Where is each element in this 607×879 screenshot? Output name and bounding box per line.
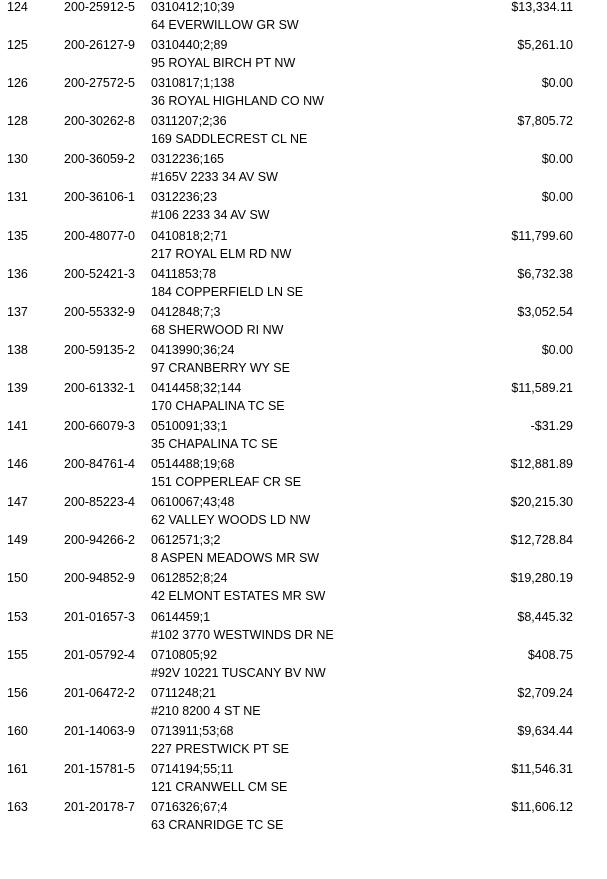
roll-number: 201-06472-2 xyxy=(64,685,135,700)
amount: $8,445.32 xyxy=(517,609,573,624)
roll-number: 200-84761-4 xyxy=(64,457,135,472)
entry-number: 161 xyxy=(7,761,28,776)
list-item xyxy=(0,762,607,800)
amount: $0.00 xyxy=(541,152,573,167)
list-item xyxy=(0,724,607,762)
list-item xyxy=(0,381,607,419)
property-address: 42 ELMONT ESTATES MR SW xyxy=(151,589,326,604)
property-address: 95 ROYAL BIRCH PT NW xyxy=(151,56,296,71)
amount: $11,799.60 xyxy=(511,228,573,243)
legal-description: 0411853;78 xyxy=(151,266,217,281)
list-item xyxy=(0,114,607,152)
amount: $20,215.30 xyxy=(510,495,573,510)
roll-number: 200-27572-5 xyxy=(64,76,135,91)
legal-description: 0714194;55;11 xyxy=(151,761,234,776)
entry-number: 137 xyxy=(7,304,28,319)
legal-description: 0610067;43;48 xyxy=(151,495,235,510)
entry-number: 128 xyxy=(7,114,28,129)
roll-number: 200-48077-0 xyxy=(64,228,135,243)
property-address: 8 ASPEN MEADOWS MR SW xyxy=(151,551,320,566)
entry-number: 160 xyxy=(7,723,28,738)
roll-number: 200-66079-3 xyxy=(64,419,135,434)
list-item xyxy=(0,76,607,114)
amount: $408.75 xyxy=(527,647,573,662)
property-address: 97 CRANBERRY WY SE xyxy=(151,360,290,375)
legal-description: 0312236;23 xyxy=(151,190,218,205)
property-address: 217 ROYAL ELM RD NW xyxy=(151,246,292,261)
list-item xyxy=(0,686,607,724)
entry-number: 136 xyxy=(7,266,28,281)
legal-description: 0412848;7;3 xyxy=(151,304,221,319)
entry-number: 153 xyxy=(7,609,28,624)
amount: $3,052.54 xyxy=(517,304,573,319)
list-item xyxy=(0,305,607,343)
legal-description: 0612571;3;2 xyxy=(151,533,221,548)
legal-description: 0612852;8;24 xyxy=(151,571,228,586)
entry-number: 135 xyxy=(7,228,28,243)
amount: $19,280.19 xyxy=(510,571,573,586)
property-address: 169 SADDLECREST CL NE xyxy=(151,132,308,147)
roll-number: 200-30262-8 xyxy=(64,114,135,129)
list-item xyxy=(0,610,607,648)
list-item xyxy=(0,267,607,305)
property-address: 68 SHERWOOD RI NW xyxy=(151,322,284,337)
entry-number: 126 xyxy=(7,76,28,91)
amount: $13,334.11 xyxy=(511,0,573,14)
roll-number: 200-55332-9 xyxy=(64,304,135,319)
amount: $7,805.72 xyxy=(517,114,573,129)
roll-number: 200-26127-9 xyxy=(64,38,135,53)
list-item xyxy=(0,800,607,838)
list-item xyxy=(0,343,607,381)
entry-number: 163 xyxy=(7,799,28,814)
legal-description: 0310817;1;138 xyxy=(151,76,235,91)
roll-number: 200-94266-2 xyxy=(64,533,135,548)
property-address: #165V 2233 34 AV SW xyxy=(151,170,278,185)
legal-description: 0711248;21 xyxy=(151,685,217,700)
list-item xyxy=(0,190,607,228)
property-address: 151 COPPERLEAF CR SE xyxy=(151,475,302,490)
roll-number: 201-01657-3 xyxy=(64,609,135,624)
roll-number: 201-15781-5 xyxy=(64,761,135,776)
list-item xyxy=(0,571,607,609)
entry-number: 141 xyxy=(7,419,28,434)
roll-number: 200-85223-4 xyxy=(64,495,135,510)
entry-number: 146 xyxy=(7,457,28,472)
legal-description: 0410818;2;71 xyxy=(151,228,228,243)
entry-number: 138 xyxy=(7,342,28,357)
legal-description: 0713911;53;68 xyxy=(151,723,234,738)
property-address: #106 2233 34 AV SW xyxy=(151,208,270,223)
amount: $9,634.44 xyxy=(517,723,573,738)
property-address: 121 CRANWELL CM SE xyxy=(151,779,288,794)
property-address: #92V 10221 TUSCANY BV NW xyxy=(151,665,326,680)
legal-description: 0312236;165 xyxy=(151,152,224,167)
list-item xyxy=(0,457,607,495)
entry-number: 130 xyxy=(7,152,28,167)
legal-description: 0710805;92 xyxy=(151,647,218,662)
property-address: #102 3770 WESTWINDS DR NE xyxy=(151,627,334,642)
entry-number: 139 xyxy=(7,380,28,395)
list-item xyxy=(0,419,607,457)
roll-number: 201-20178-7 xyxy=(64,799,135,814)
list-item xyxy=(0,495,607,533)
entry-number: 124 xyxy=(7,0,28,14)
entry-number: 131 xyxy=(7,190,28,205)
amount: $11,589.21 xyxy=(511,380,573,395)
property-address: #210 8200 4 ST NE xyxy=(151,703,261,718)
list-item xyxy=(0,229,607,267)
amount: $11,546.31 xyxy=(511,761,573,776)
legal-description: 0514488;19;68 xyxy=(151,457,235,472)
roll-number: 200-52421-3 xyxy=(64,266,135,281)
amount: $2,709.24 xyxy=(517,685,573,700)
legal-description: 0716326;67;4 xyxy=(151,799,228,814)
legal-description: 0614459;1 xyxy=(151,609,211,624)
amount: $0.00 xyxy=(541,190,573,205)
legal-description: 0310412;10;39 xyxy=(151,0,235,14)
list-item xyxy=(0,648,607,686)
entry-number: 150 xyxy=(7,571,28,586)
entry-number: 156 xyxy=(7,685,28,700)
property-address: 227 PRESTWICK PT SE xyxy=(151,741,290,756)
property-address: 62 VALLEY WOODS LD NW xyxy=(151,513,311,528)
roll-number: 200-61332-1 xyxy=(64,380,135,395)
property-address: 36 ROYAL HIGHLAND CO NW xyxy=(151,94,324,109)
entry-number: 155 xyxy=(7,647,28,662)
legal-description: 0310440;2;89 xyxy=(151,38,228,53)
property-address: 184 COPPERFIELD LN SE xyxy=(151,284,304,299)
amount: $12,881.89 xyxy=(510,457,573,472)
roll-number: 201-05792-4 xyxy=(64,647,135,662)
roll-number: 200-25912-5 xyxy=(64,0,135,14)
list-item xyxy=(0,38,607,76)
roll-number: 201-14063-9 xyxy=(64,723,135,738)
legal-description: 0414458;32;144 xyxy=(151,380,242,395)
property-address: 63 CRANRIDGE TC SE xyxy=(151,817,284,832)
legal-description: 0413990;36;24 xyxy=(151,342,235,357)
legal-description: 0510091;33;1 xyxy=(151,419,228,434)
list-item xyxy=(0,0,607,38)
property-address: 170 CHAPALINA TC SE xyxy=(151,398,285,413)
legal-description: 0311207;2;36 xyxy=(151,114,227,129)
roll-number: 200-59135-2 xyxy=(64,342,135,357)
roll-number: 200-94852-9 xyxy=(64,571,135,586)
amount: $11,606.12 xyxy=(511,799,573,814)
property-address: 35 CHAPALINA TC SE xyxy=(151,437,278,452)
amount: $12,728.84 xyxy=(510,533,573,548)
list-item xyxy=(0,152,607,190)
entry-number: 125 xyxy=(7,38,28,53)
amount: -$31.29 xyxy=(530,419,573,434)
amount: $6,732.38 xyxy=(517,266,573,281)
entry-number: 149 xyxy=(7,533,28,548)
property-address: 64 EVERWILLOW GR SW xyxy=(151,18,299,32)
amount: $5,261.10 xyxy=(517,38,573,53)
list-item xyxy=(0,533,607,571)
roll-number: 200-36106-1 xyxy=(64,190,135,205)
amount: $0.00 xyxy=(541,342,573,357)
amount: $0.00 xyxy=(541,76,573,91)
entry-number: 147 xyxy=(7,495,28,510)
roll-number: 200-36059-2 xyxy=(64,152,135,167)
